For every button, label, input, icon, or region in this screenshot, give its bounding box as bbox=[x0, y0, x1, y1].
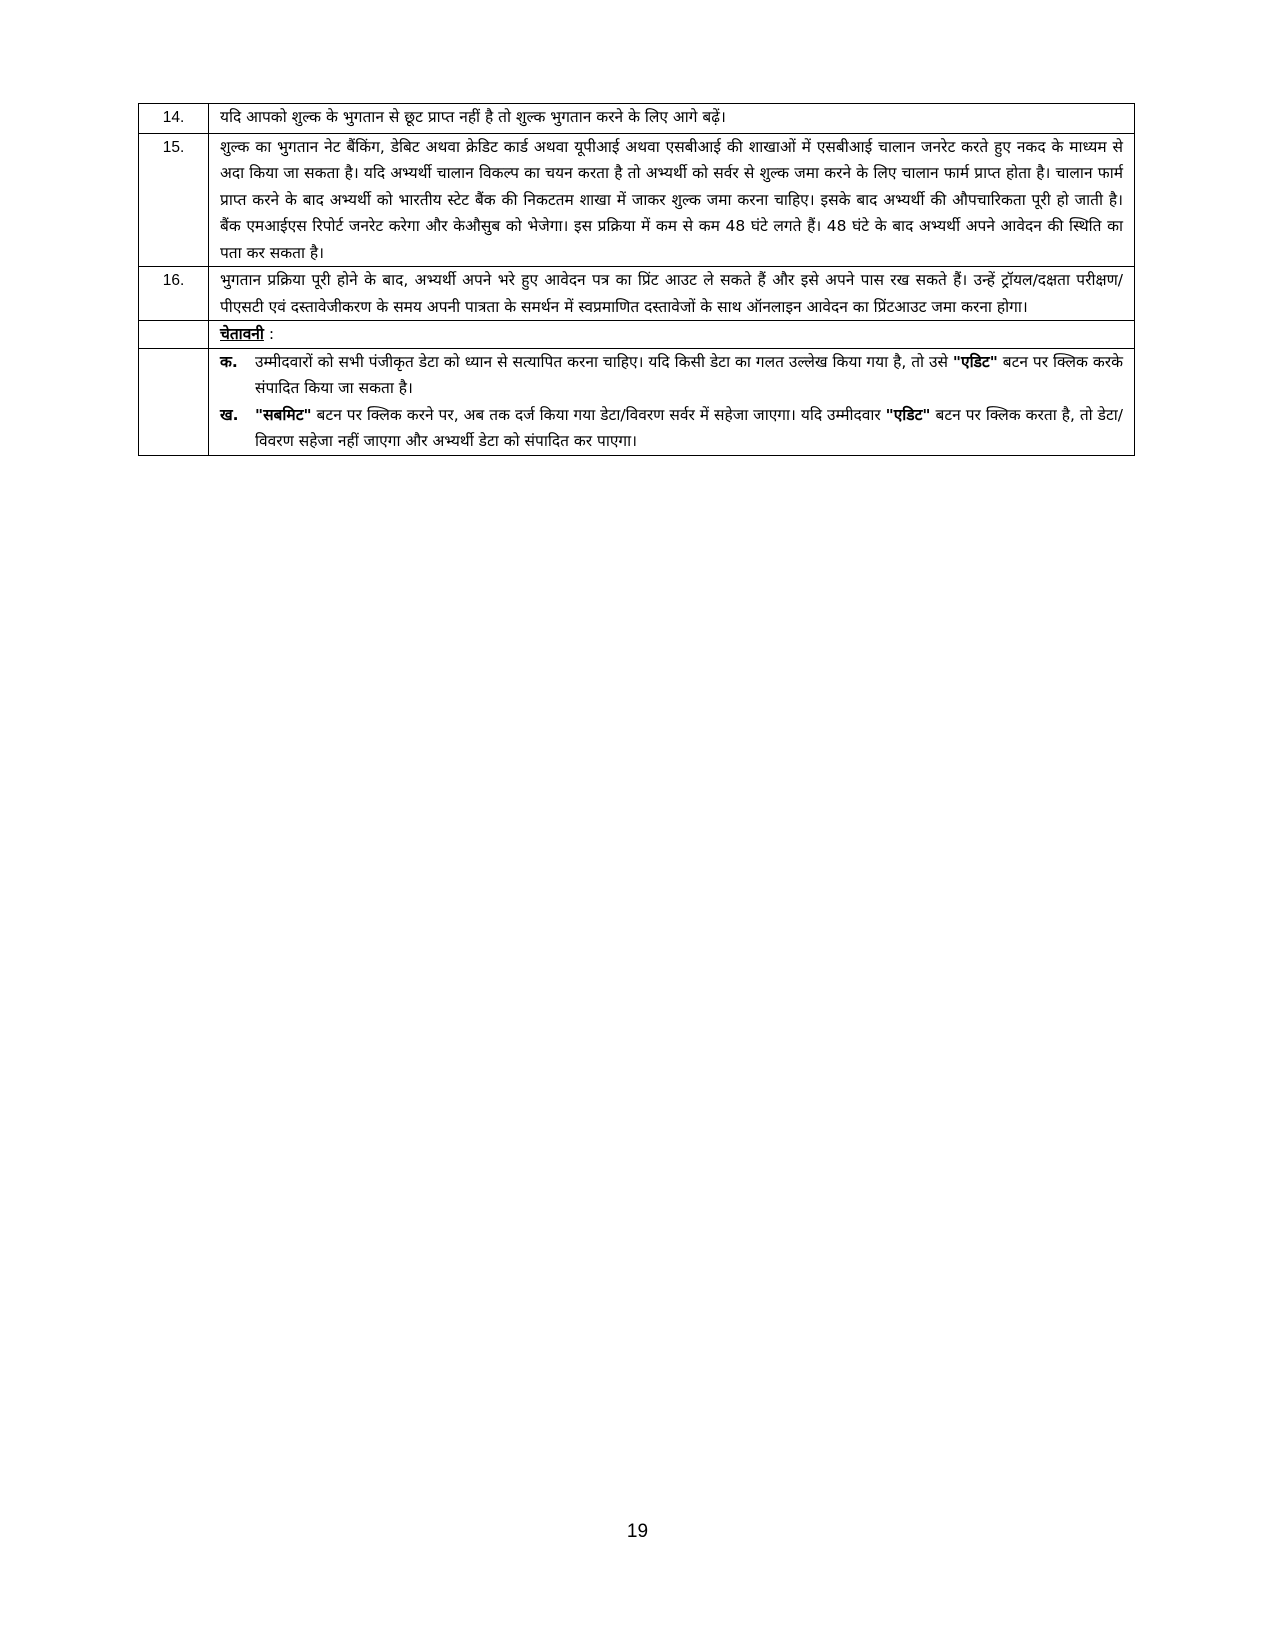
instruction-paragraph: भुगतान प्रक्रिया पूरी होने के बाद, अभ्यर्थी अपने भरे हुए आवेदन पत्र का प्रिंट आउट ले सकते हैं और इसे अपने पास रख सकते हैं। उन्हें ट्रॉयल/दक्षता परीक्षण/पीएसटी एवं दस्तावेजीकरण के समय अपनी पात्रता के समर्थन में स्वप्रमाणित दस्तावेजों के साथ ऑनलाइन आवेदन का प्रिंटआउट जमा करना होगा। bbox=[220, 271, 1123, 316]
warning-title-cell bbox=[209, 321, 1135, 349]
warning-item bbox=[220, 349, 1123, 402]
empty-number-cell bbox=[139, 348, 209, 455]
row-text bbox=[209, 104, 1135, 134]
row-number: 15. bbox=[139, 133, 209, 267]
instruction-paragraph: यदि आपको शुल्क के भुगतान से छूट प्राप्त नहीं है तो शुल्क भुगतान करने के लिए आगे बढ़ें। bbox=[220, 108, 726, 126]
warning-item-text: बटन पर क्लिक करके संपादित किया जा सकता है। bbox=[255, 352, 1123, 397]
warning-title: चेतावनी bbox=[220, 325, 264, 343]
warning-item bbox=[220, 402, 1123, 455]
warning-items-row bbox=[139, 348, 1135, 455]
warning-title-suffix: : bbox=[263, 325, 275, 343]
table-row bbox=[139, 104, 1135, 134]
empty-number-cell bbox=[139, 321, 209, 349]
row-text bbox=[209, 267, 1135, 321]
submit-keyword: "सबमिट" bbox=[255, 405, 312, 424]
warning-item-marker: क. bbox=[220, 352, 238, 371]
warning-item-text: बटन पर क्लिक करता है, तो डेटा/विवरण सहेजा नहीं जाएगा और अभ्यर्थी डेटा को संपादित कर पाएगा। bbox=[255, 405, 1124, 450]
row-number: 14. bbox=[139, 104, 209, 134]
edit-keyword: "एडिट" bbox=[952, 352, 998, 371]
table-row bbox=[139, 133, 1135, 267]
edit-keyword: "एडिट" bbox=[885, 405, 931, 424]
instructions-table bbox=[138, 103, 1135, 456]
table-row bbox=[139, 267, 1135, 321]
warning-title-row bbox=[139, 321, 1135, 349]
warning-item-marker: ख. bbox=[220, 405, 239, 424]
row-text bbox=[209, 133, 1135, 267]
warning-items-cell bbox=[209, 348, 1135, 455]
instruction-paragraph: शुल्क का भुगतान नेट बैंकिंग, डेबिट अथवा क्रेडिट कार्ड अथवा यूपीआई अथवा एसबीआई की शाखाओं में एसबीआई चालान जनरेट करते हुए नकद के माध्यम से अदा किया जा सकता है। यदि अभ्यर्थी चालान विकल्प का चयन करता है तो अभ्यर्थी को सर्वर से शुल्क जमा करने के लिए चालान फार्म प्राप्त होता है। चालान फार्म प्राप्त करने के बाद अभ्यर्थी को भारतीय स्टेट बैंक की निकटतम शाखा में जाकर शुल्क जमा करना चाहिए। इसके बाद अभ्यर्थी की औपचारिकता पूरी हो जाती है। बैंक एमआईएस रिपोर्ट जनरेट करेगा और केऔसुब को भेजेगा। इस प्रक्रिया में कम से कम 48 घंटे लगते हैं। 48 घंटे के बाद अभ्यर्थी अपने आवेदन की स्थिति का पता कर सकता है। bbox=[220, 137, 1123, 262]
warning-item-text: बटन पर क्लिक करने पर, अब तक दर्ज किया गया डेटा/विवरण सर्वर में सहेजा जाएगा। यदि उम्मीदवार bbox=[311, 405, 886, 424]
warning-item-text: उम्मीदवारों को सभी पंजीकृत डेटा को ध्यान से सत्यापित करना चाहिए। यदि किसी डेटा का गलत उल्लेख किया गया है, तो उसे bbox=[255, 352, 953, 371]
page-number: 19 bbox=[626, 1521, 649, 1542]
row-number: 16. bbox=[139, 267, 209, 321]
